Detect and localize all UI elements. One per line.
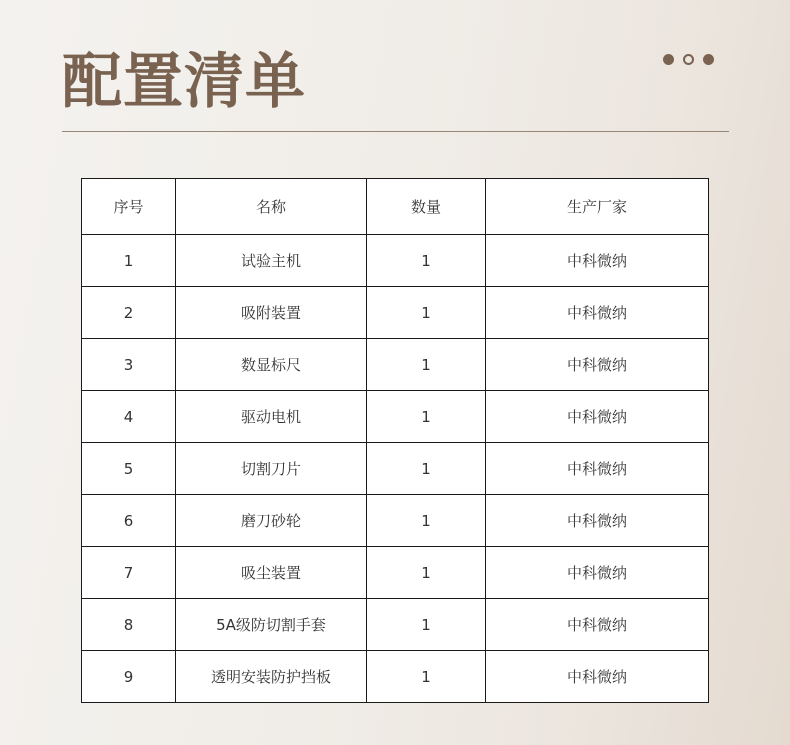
dots-decoration bbox=[663, 54, 715, 66]
cell-name: 吸尘装置 bbox=[176, 547, 367, 599]
cell-index: 1 bbox=[82, 235, 176, 287]
cell-index: 2 bbox=[82, 287, 176, 339]
table-row bbox=[82, 547, 709, 599]
table-header-row bbox=[82, 179, 709, 235]
header-quantity: 数量 bbox=[367, 179, 486, 235]
cell-manufacturer: 中科微纳 bbox=[486, 391, 709, 443]
cell-manufacturer: 中科微纳 bbox=[486, 287, 709, 339]
table-row bbox=[82, 339, 709, 391]
cell-quantity: 1 bbox=[367, 547, 486, 599]
cell-quantity: 1 bbox=[367, 391, 486, 443]
table-row bbox=[82, 495, 709, 547]
cell-index: 6 bbox=[82, 495, 176, 547]
cell-manufacturer: 中科微纳 bbox=[486, 495, 709, 547]
page-title: 配置清单 bbox=[62, 47, 306, 117]
cell-name: 切割刀片 bbox=[176, 443, 367, 495]
cell-manufacturer: 中科微纳 bbox=[486, 339, 709, 391]
cell-name: 5A级防切割手套 bbox=[176, 599, 367, 651]
cell-name: 数显标尺 bbox=[176, 339, 367, 391]
cell-quantity: 1 bbox=[367, 235, 486, 287]
cell-quantity: 1 bbox=[367, 599, 486, 651]
cell-index: 7 bbox=[82, 547, 176, 599]
cell-quantity: 1 bbox=[367, 443, 486, 495]
cell-index: 5 bbox=[82, 443, 176, 495]
cell-quantity: 1 bbox=[367, 339, 486, 391]
cell-index: 4 bbox=[82, 391, 176, 443]
dot-filled-icon bbox=[663, 54, 674, 65]
cell-name: 透明安装防护挡板 bbox=[176, 651, 367, 703]
cell-manufacturer: 中科微纳 bbox=[486, 443, 709, 495]
configuration-table bbox=[81, 178, 709, 703]
table-row bbox=[82, 599, 709, 651]
cell-name: 吸附装置 bbox=[176, 287, 367, 339]
cell-quantity: 1 bbox=[367, 651, 486, 703]
cell-index: 9 bbox=[82, 651, 176, 703]
cell-manufacturer: 中科微纳 bbox=[486, 547, 709, 599]
cell-manufacturer: 中科微纳 bbox=[486, 235, 709, 287]
header-name: 名称 bbox=[176, 179, 367, 235]
header-index: 序号 bbox=[82, 179, 176, 235]
dot-hollow-icon bbox=[683, 54, 694, 65]
table-row bbox=[82, 651, 709, 703]
dot-filled-icon bbox=[703, 54, 714, 65]
table-row bbox=[82, 287, 709, 339]
table-row bbox=[82, 443, 709, 495]
title-divider bbox=[62, 131, 729, 132]
cell-name: 试验主机 bbox=[176, 235, 367, 287]
cell-index: 3 bbox=[82, 339, 176, 391]
cell-index: 8 bbox=[82, 599, 176, 651]
table-row bbox=[82, 391, 709, 443]
cell-manufacturer: 中科微纳 bbox=[486, 599, 709, 651]
cell-quantity: 1 bbox=[367, 287, 486, 339]
table-row bbox=[82, 235, 709, 287]
header-manufacturer: 生产厂家 bbox=[486, 179, 709, 235]
cell-quantity: 1 bbox=[367, 495, 486, 547]
cell-name: 磨刀砂轮 bbox=[176, 495, 367, 547]
cell-manufacturer: 中科微纳 bbox=[486, 651, 709, 703]
cell-name: 驱动电机 bbox=[176, 391, 367, 443]
